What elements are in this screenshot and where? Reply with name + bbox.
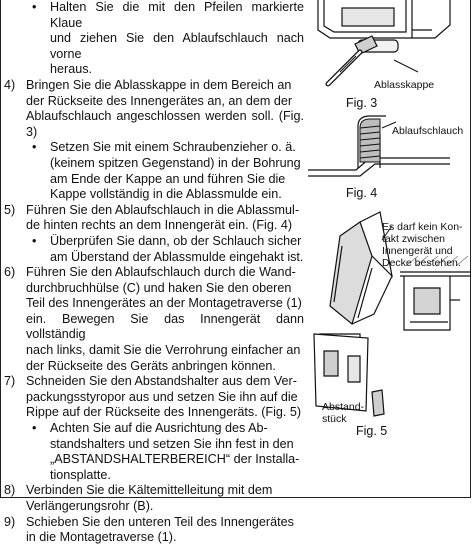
fig4-label: Ablaufschlauch [392,125,464,137]
fig5-caption: Fig. 5 [356,424,388,438]
text-line: Schieben Sie den unteren Teil des Innengerätes [26,514,294,529]
fig4-caption: Fig. 4 [346,186,378,200]
text-line: Setzen Sie mit einem Schraubenzieher o. ä. [50,140,296,155]
text-line: am Überstand der Ablassmulde eingehakt ist. [50,249,304,264]
step-number: 7) [4,374,16,389]
text-line: Teil des Innengerätes an der Montagetraverse (1) [26,296,302,311]
text-line: der Rückseite des Geräts anbringen können. [26,358,276,373]
text-line: takt zwischen [382,233,446,245]
text-line: tionsplatte. [50,467,111,482]
step-number: 6) [4,265,16,280]
text-line: Halten Sie die mit den Pfeilen markierte Klaue [50,0,304,30]
text-line: de hinten rechts an dem Innengerät ein. (Fig. 4) [26,218,293,233]
step-6 [4,265,304,374]
text-line: und ziehen Sie den Ablaufschlauch nach vorne [50,31,304,61]
text-line: durchbruchhülse (C) und haken Sie den oberen [26,280,292,295]
step-5 [4,203,304,234]
figures-column [300,0,471,498]
step-7 [4,374,304,421]
step-number: 9) [4,514,16,529]
text-line: Führen Sie den Ablaufschlauch in die Ablassmul- [26,202,300,217]
step-5-bullet [4,234,304,265]
bullet: • [32,421,37,436]
instructions-column [4,0,304,546]
text-line: Führen Sie den Ablaufschlauch durch die Wand- [26,265,296,280]
step-8 [4,483,304,514]
text-line: der Rückseite des Innengerätes an, an dem der [26,93,293,108]
text-line: in die Montagetraverse (1). [26,530,177,545]
text-line: am Ende der Kappe an und führen Sie die [50,171,286,186]
text-line: ein. Bewegen Sie das Innengerät dann vollständig [26,311,304,342]
fig5-note [382,221,472,269]
step-4-bullet [4,140,304,202]
text-line: Achten Sie auf die Ausrichtung des Ab- [50,421,268,436]
fig3-caption: Fig. 3 [346,96,378,110]
text-line: Verbinden Sie die Kältemittelleitung mit dem [26,483,273,498]
text-line: „ABSTANDSHALTERBEREICH“ der Installa- [50,452,300,467]
step-number: 4) [4,77,16,92]
text-line: Rippe auf der Rückseite des Innengeräts. (Fig. 5) [26,405,302,420]
text-line: standshalters und setzen Sie ihn fest in den [50,436,294,451]
step-number: 8) [4,483,16,498]
text-line: Es darf kein Kon- [382,221,463,233]
fig3-label: Ablasskappe [374,79,435,91]
text-line: packungsstyropor aus und setzen Sie ihn auf die [26,389,298,404]
fig5-label [322,401,364,425]
bullet: • [32,233,37,248]
text-line: stück [322,413,347,425]
text-line: Verlängerungsrohr (B). [26,499,154,513]
step-7-bullet [4,421,304,483]
text-line: nach links, damit Sie die Verrohrung einfacher an [26,343,301,358]
text-line: Bringen Sie die Ablasskappe in dem Bereich an [26,77,292,92]
bullet: • [32,140,37,155]
text-line: heraus. [50,62,93,77]
step-number: 5) [4,202,16,217]
text-line: Abstand- [322,401,365,413]
text-line: Decke bestehen. [382,257,461,269]
step-4 [4,78,304,140]
text-line: Innengerät und [382,245,453,257]
text-line: Überprüfen Sie dann, ob der Schlauch sicher [50,233,302,248]
text-line: (keinem spitzen Gegenstand) in der Bohrung [50,155,301,170]
step-9 [4,515,304,546]
continued-bullet [4,0,304,78]
text-line: Schneiden Sie den Abstandshalter aus dem Ver- [26,374,297,389]
text-line: Kappe vollständig in die Ablassmulde ein. [50,187,282,202]
bullet: • [32,0,37,14]
text-line: Ablaufschlauch angeschlossen werden soll. (Fig. 3) [26,109,304,139]
